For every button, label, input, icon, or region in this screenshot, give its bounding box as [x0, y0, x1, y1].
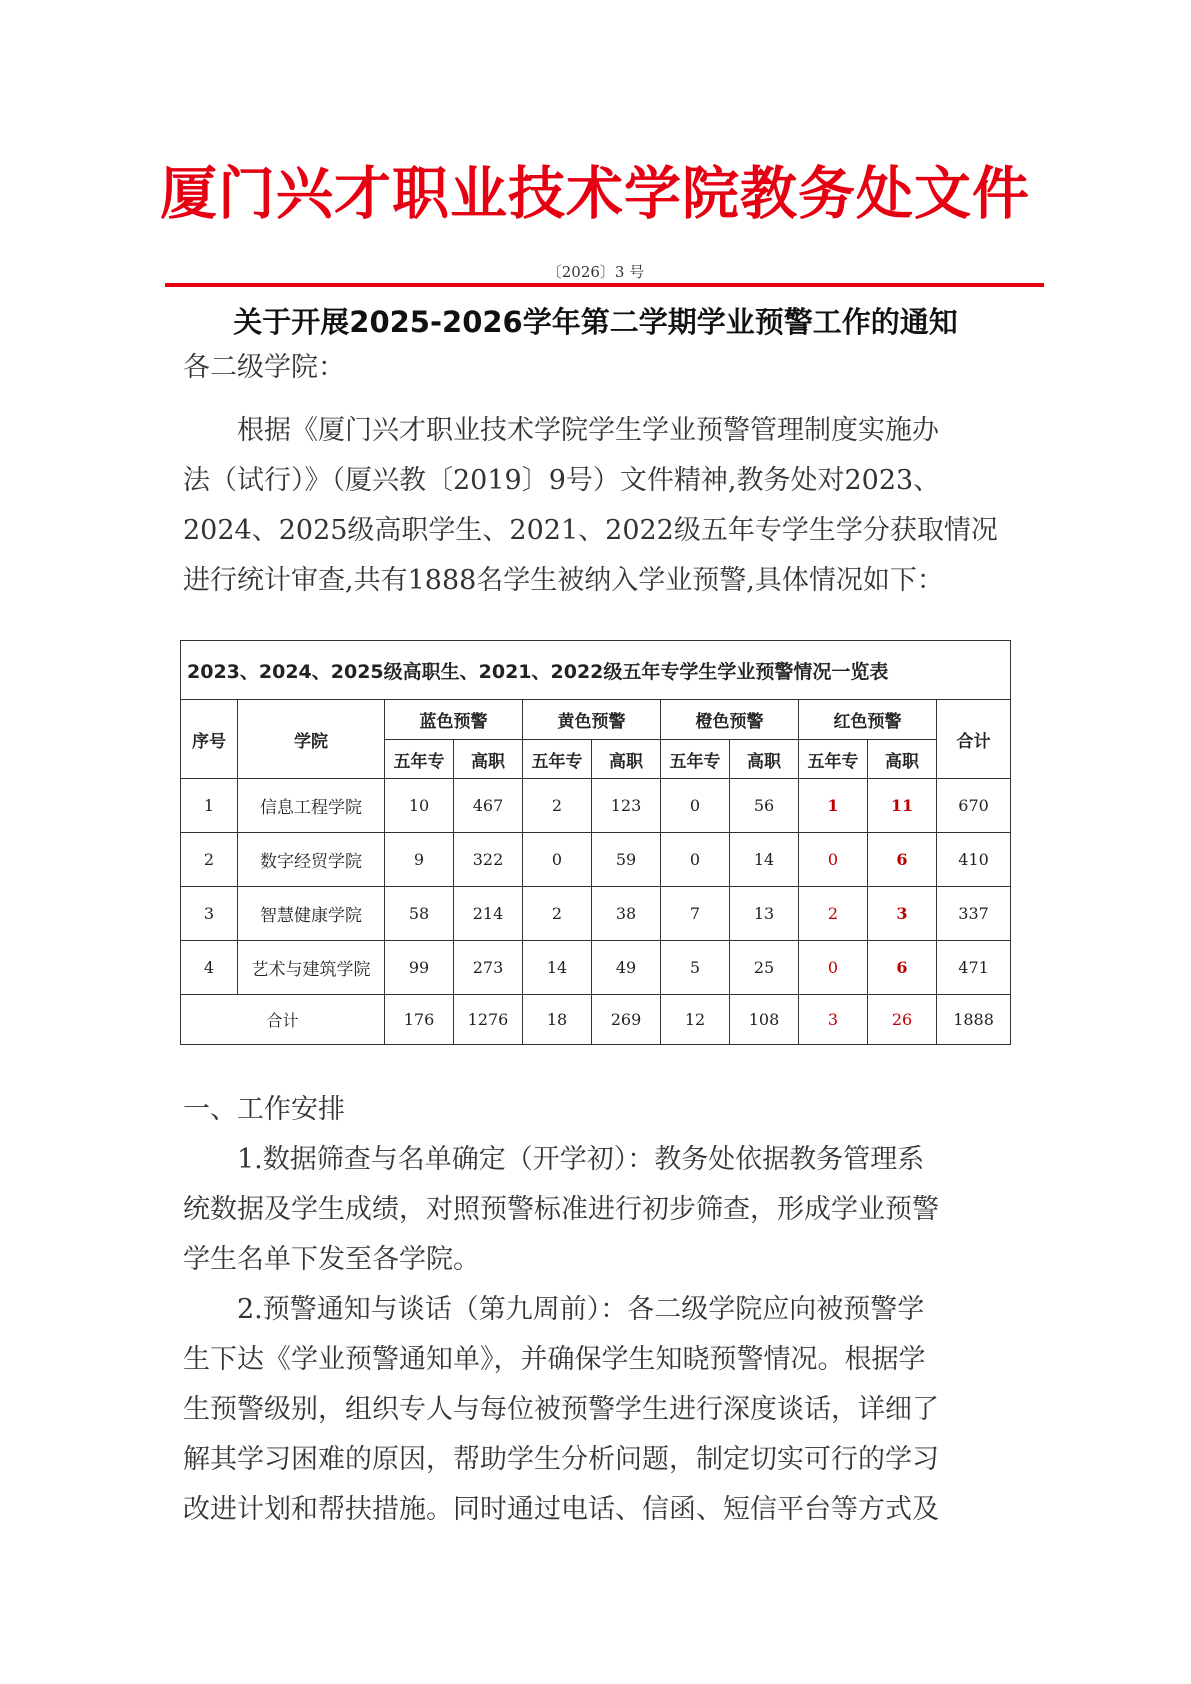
cell-value: 0	[661, 833, 730, 887]
cell-red-value: 6	[868, 833, 937, 887]
cell-total: 471	[937, 941, 1011, 995]
header-yellow-warning: 黄色预警	[523, 700, 661, 740]
cell-red-value: 11	[868, 779, 937, 833]
item2-line: 生下达《学业预警通知单》，并确保学生知晓预警情况。根据学	[183, 1344, 926, 1375]
cell-red-value: 2	[799, 887, 868, 941]
subheader-higher-vocational: 高职	[868, 740, 937, 779]
document-number: 〔2026〕3 号	[546, 263, 645, 281]
cell-seq: 1	[181, 779, 238, 833]
cell-seq: 2	[181, 833, 238, 887]
intro-line: 2024、2025级高职学生、2021、2022级五年专学生学分获取情况	[183, 515, 998, 546]
cell-total: 670	[937, 779, 1011, 833]
intro-line: 进行统计审查,共有1888名学生被纳入学业预警,具体情况如下：	[183, 565, 944, 596]
cell-total: 1888	[937, 995, 1011, 1045]
cell-value: 14	[523, 941, 592, 995]
cell-value: 269	[592, 995, 661, 1045]
subheader-five-year: 五年专	[385, 740, 454, 779]
cell-college: 艺术与建筑学院	[238, 941, 385, 995]
header-orange-warning: 橙色预警	[661, 700, 799, 740]
table-row	[181, 887, 1011, 941]
intro-line: 根据《厦门兴才职业技术学院学生学业预警管理制度实施办	[237, 415, 939, 446]
header-seq: 序号	[181, 700, 238, 779]
cell-value: 25	[730, 941, 799, 995]
cell-value: 13	[730, 887, 799, 941]
cell-college: 智慧健康学院	[238, 887, 385, 941]
intro-line: 法（试行）》（厦兴教〔2019〕9号）文件精神,教务处对2023、	[183, 465, 941, 496]
subheader-higher-vocational: 高职	[730, 740, 799, 779]
item1-line: 统数据及学生成绩，对照预警标准进行初步筛查，形成学业预警	[183, 1194, 939, 1225]
cell-value: 7	[661, 887, 730, 941]
cell-value: 99	[385, 941, 454, 995]
cell-value: 18	[523, 995, 592, 1045]
cell-total: 410	[937, 833, 1011, 887]
header-red-warning: 红色预警	[799, 700, 937, 740]
notice-title: 关于开展2025-2026学年第二学期学业预警工作的通知	[233, 305, 958, 339]
item1-line: 1.数据筛查与名单确定（开学初）：教务处依据教务管理系	[237, 1144, 925, 1175]
cell-value: 12	[661, 995, 730, 1045]
section-heading: 一、工作安排	[183, 1094, 345, 1125]
subheader-five-year: 五年专	[799, 740, 868, 779]
salutation: 各二级学院：	[183, 352, 345, 383]
cell-value: 1276	[454, 995, 523, 1045]
cell-red-value: 0	[799, 833, 868, 887]
item2-line: 2.预警通知与谈话（第九周前）：各二级学院应向被预警学	[237, 1294, 925, 1325]
cell-red-value: 0	[799, 941, 868, 995]
cell-value: 322	[454, 833, 523, 887]
table-row	[181, 779, 1011, 833]
item1-line: 学生名单下发至各学院。	[183, 1244, 480, 1275]
table-total-row	[181, 995, 1011, 1045]
cell-red-value: 26	[868, 995, 937, 1045]
subheader-five-year: 五年专	[523, 740, 592, 779]
header-college: 学院	[238, 700, 385, 779]
item2-line: 生预警级别，组织专人与每位被预警学生进行深度谈话，详细了	[183, 1394, 939, 1425]
cell-value: 2	[523, 779, 592, 833]
issuer-header: 厦门兴才职业技术学院教务处文件	[160, 160, 1030, 227]
cell-value: 273	[454, 941, 523, 995]
cell-college: 信息工程学院	[238, 779, 385, 833]
table-row	[181, 941, 1011, 995]
cell-value: 49	[592, 941, 661, 995]
cell-value: 58	[385, 887, 454, 941]
table-title: 2023、2024、2025级高职生、2021、2022级五年专学生学业预警情况一览表	[181, 641, 1011, 700]
cell-value: 14	[730, 833, 799, 887]
cell-value: 5	[661, 941, 730, 995]
cell-total: 337	[937, 887, 1011, 941]
cell-value: 0	[661, 779, 730, 833]
header-total: 合计	[937, 700, 1011, 779]
cell-value: 108	[730, 995, 799, 1045]
cell-value: 467	[454, 779, 523, 833]
cell-college: 数字经贸学院	[238, 833, 385, 887]
cell-value: 0	[523, 833, 592, 887]
cell-red-value: 3	[868, 887, 937, 941]
cell-value: 59	[592, 833, 661, 887]
cell-red-value: 6	[868, 941, 937, 995]
cell-seq: 3	[181, 887, 238, 941]
item2-line: 改进计划和帮扶措施。同时通过电话、信函、短信平台等方式及	[183, 1494, 939, 1525]
cell-value: 10	[385, 779, 454, 833]
cell-red-value: 1	[799, 779, 868, 833]
cell-value: 214	[454, 887, 523, 941]
cell-value: 9	[385, 833, 454, 887]
table-row	[181, 833, 1011, 887]
subheader-five-year: 五年专	[661, 740, 730, 779]
cell-value: 38	[592, 887, 661, 941]
warning-summary-table	[180, 640, 1010, 1045]
cell-value: 176	[385, 995, 454, 1045]
cell-seq: 4	[181, 941, 238, 995]
header-blue-warning: 蓝色预警	[385, 700, 523, 740]
red-divider	[165, 283, 1044, 287]
cell-value: 2	[523, 887, 592, 941]
subheader-higher-vocational: 高职	[454, 740, 523, 779]
subheader-higher-vocational: 高职	[592, 740, 661, 779]
cell-red-value: 3	[799, 995, 868, 1045]
cell-value: 123	[592, 779, 661, 833]
cell-value: 56	[730, 779, 799, 833]
item2-line: 解其学习困难的原因，帮助学生分析问题，制定切实可行的学习	[183, 1444, 939, 1475]
cell-total-label: 合计	[181, 995, 385, 1045]
